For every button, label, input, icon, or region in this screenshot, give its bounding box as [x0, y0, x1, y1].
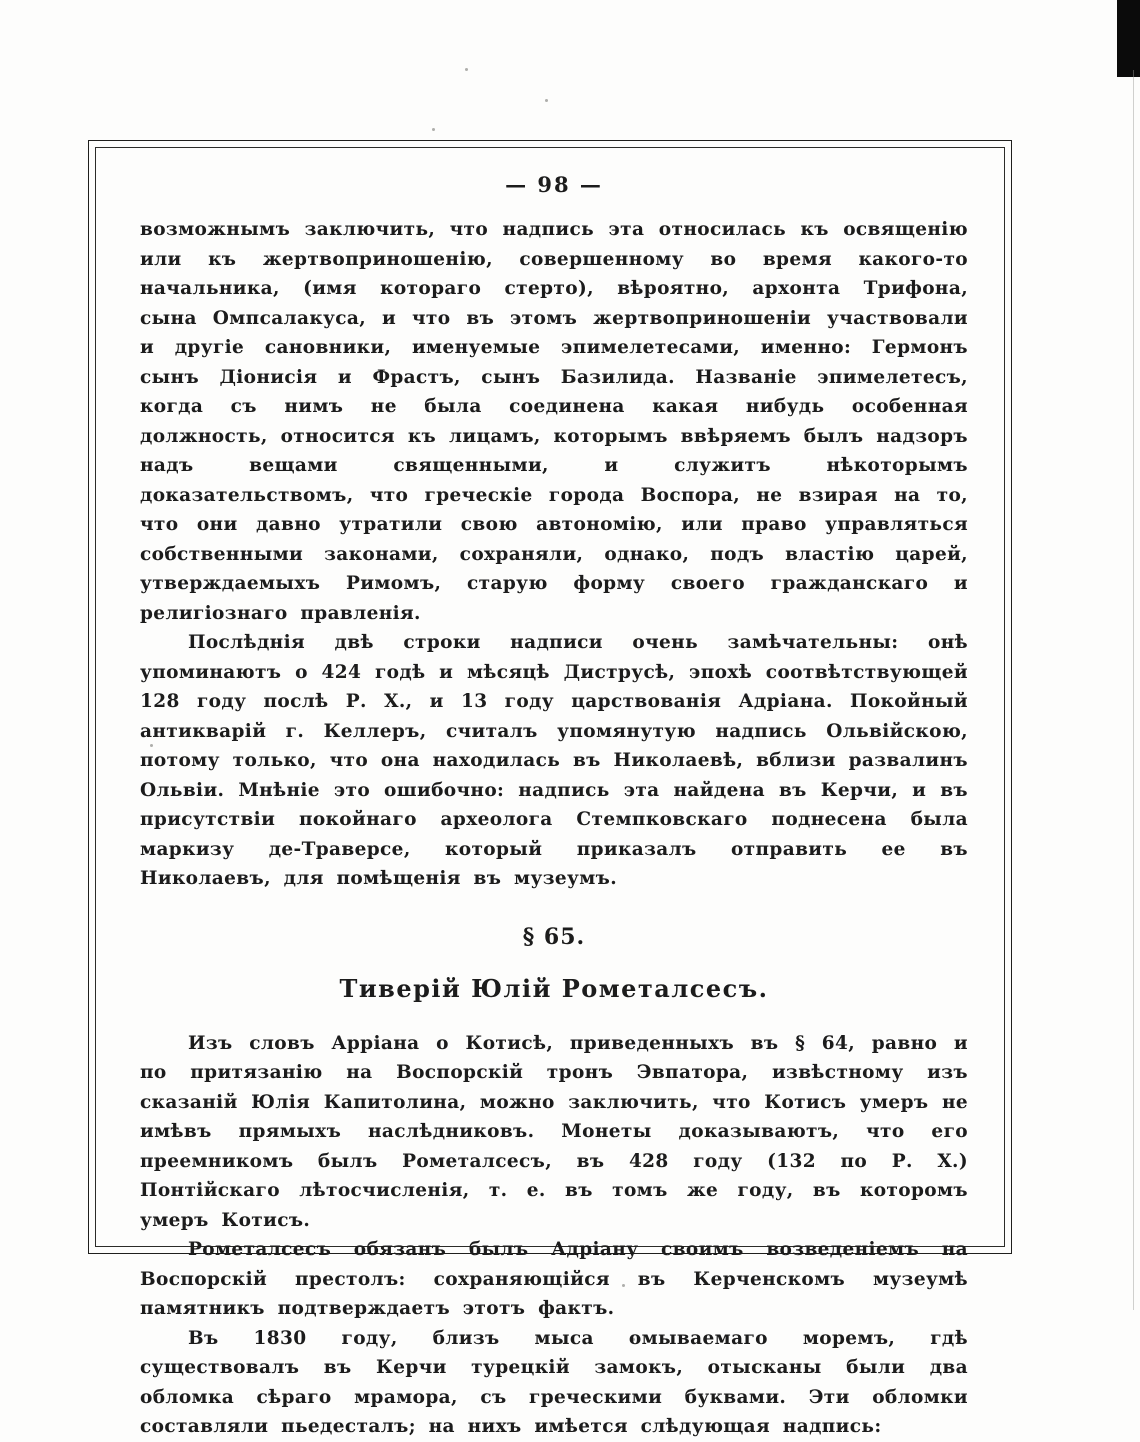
scan-speck: [545, 99, 548, 102]
paragraph-3: Изъ словъ Арріана о Котисѣ, приведенныхъ въ § 64, равно и по притязанію на Воспорскій тронъ Эвпатора, извѣстному изъ сказаній Юлія Капитолина, можно заключить, что Котисъ умеръ не имѣвъ прямыхъ наслѣдниковъ. Монеты доказываютъ, что его преемникомъ былъ Рометалсесъ, въ 428 году (132 по Р. Х.) Понтійскаго лѣтосчисленія, т. е. въ томъ же году, въ которомъ умеръ Котисъ.: [140, 1032, 968, 1231]
scan-speck: [432, 128, 435, 131]
paragraph-2: Послѣднія двѣ строки надписи очень замѣчательны: онѣ упоминаютъ о 424 годѣ и мѣсяцѣ Диструсѣ, эпохѣ соотвѣтствующей 128 году послѣ Р. Х., и 13 году царствованія Адріана. Покойный антикварій г. Келлеръ, считалъ упомянутую надпись Ольвійскою, потому только, что она находилась въ Николаевѣ, вблизи развалинъ Ольвіи. Мнѣніе это ошибочно: надпись эта найдена въ Керчи, и въ присутствіи покойнаго археолога Стемпковскаго поднесена была маркизу де-Траверсе, который приказалъ отправить ее въ Николаевъ, для помѣщенія въ музеумъ.: [140, 632, 968, 889]
page-content: [140, 172, 968, 1442]
scan-speck: [465, 68, 468, 71]
paragraph-4: Рометалсесъ обязанъ былъ Адріану своимъ возведеніемъ на Воспорскій престолъ: сохраняющійся въ Керченскомъ музеумѣ памятникъ подтверждаетъ этотъ фактъ.: [140, 1239, 968, 1319]
paragraph-1: возможнымъ заключить, что надпись эта относилась къ освященію или къ жертвоприношенію, совершенному во время какого-то начальника, (имя котораго стерто), вѣроятно, архонта Трифона, сына Омпсалакуса, и что въ этомъ жертвоприношеніи участвовали и другіе сановники, именуемые эпимелетесами, именно: Гермонъ сынъ Діонисія и Фрастъ, сынъ Базилида. Названіе эпимелетесъ, когда съ нимъ не была соединена какая нибудь особенная должность, относится къ лицамъ, которымъ ввѣряемъ былъ надзоръ надъ вещами священными, и служитъ нѣкоторымъ доказательствомъ, что греческіе города Воспора, не взирая на то, что они давно утратили свою автономію, или право управляться собственными законами, сохраняли, однако, подъ властію царей, утверждаемыхъ Римомъ, старую форму своего гражданскаго и религіознаго правленія.: [140, 219, 968, 624]
section-number-heading: § 65.: [522, 923, 586, 950]
section-title-heading: Тиверій Юлій Рометалсесъ.: [339, 973, 769, 1003]
scan-artifact-black-bar: [1117, 0, 1140, 77]
paragraph-5: Въ 1830 году, близъ мыса омываемаго моремъ, гдѣ существовалъ въ Керчи турецкій замокъ, отысканы были два обломка сѣраго мрамора, съ греческими буквами. Эти обломки составляли пьедесталъ; на нихъ имѣется слѣдующая надпись:: [140, 1327, 968, 1437]
scan-artifact-page-edge-line: [1133, 70, 1134, 1310]
page-number: — 98 —: [505, 172, 603, 197]
